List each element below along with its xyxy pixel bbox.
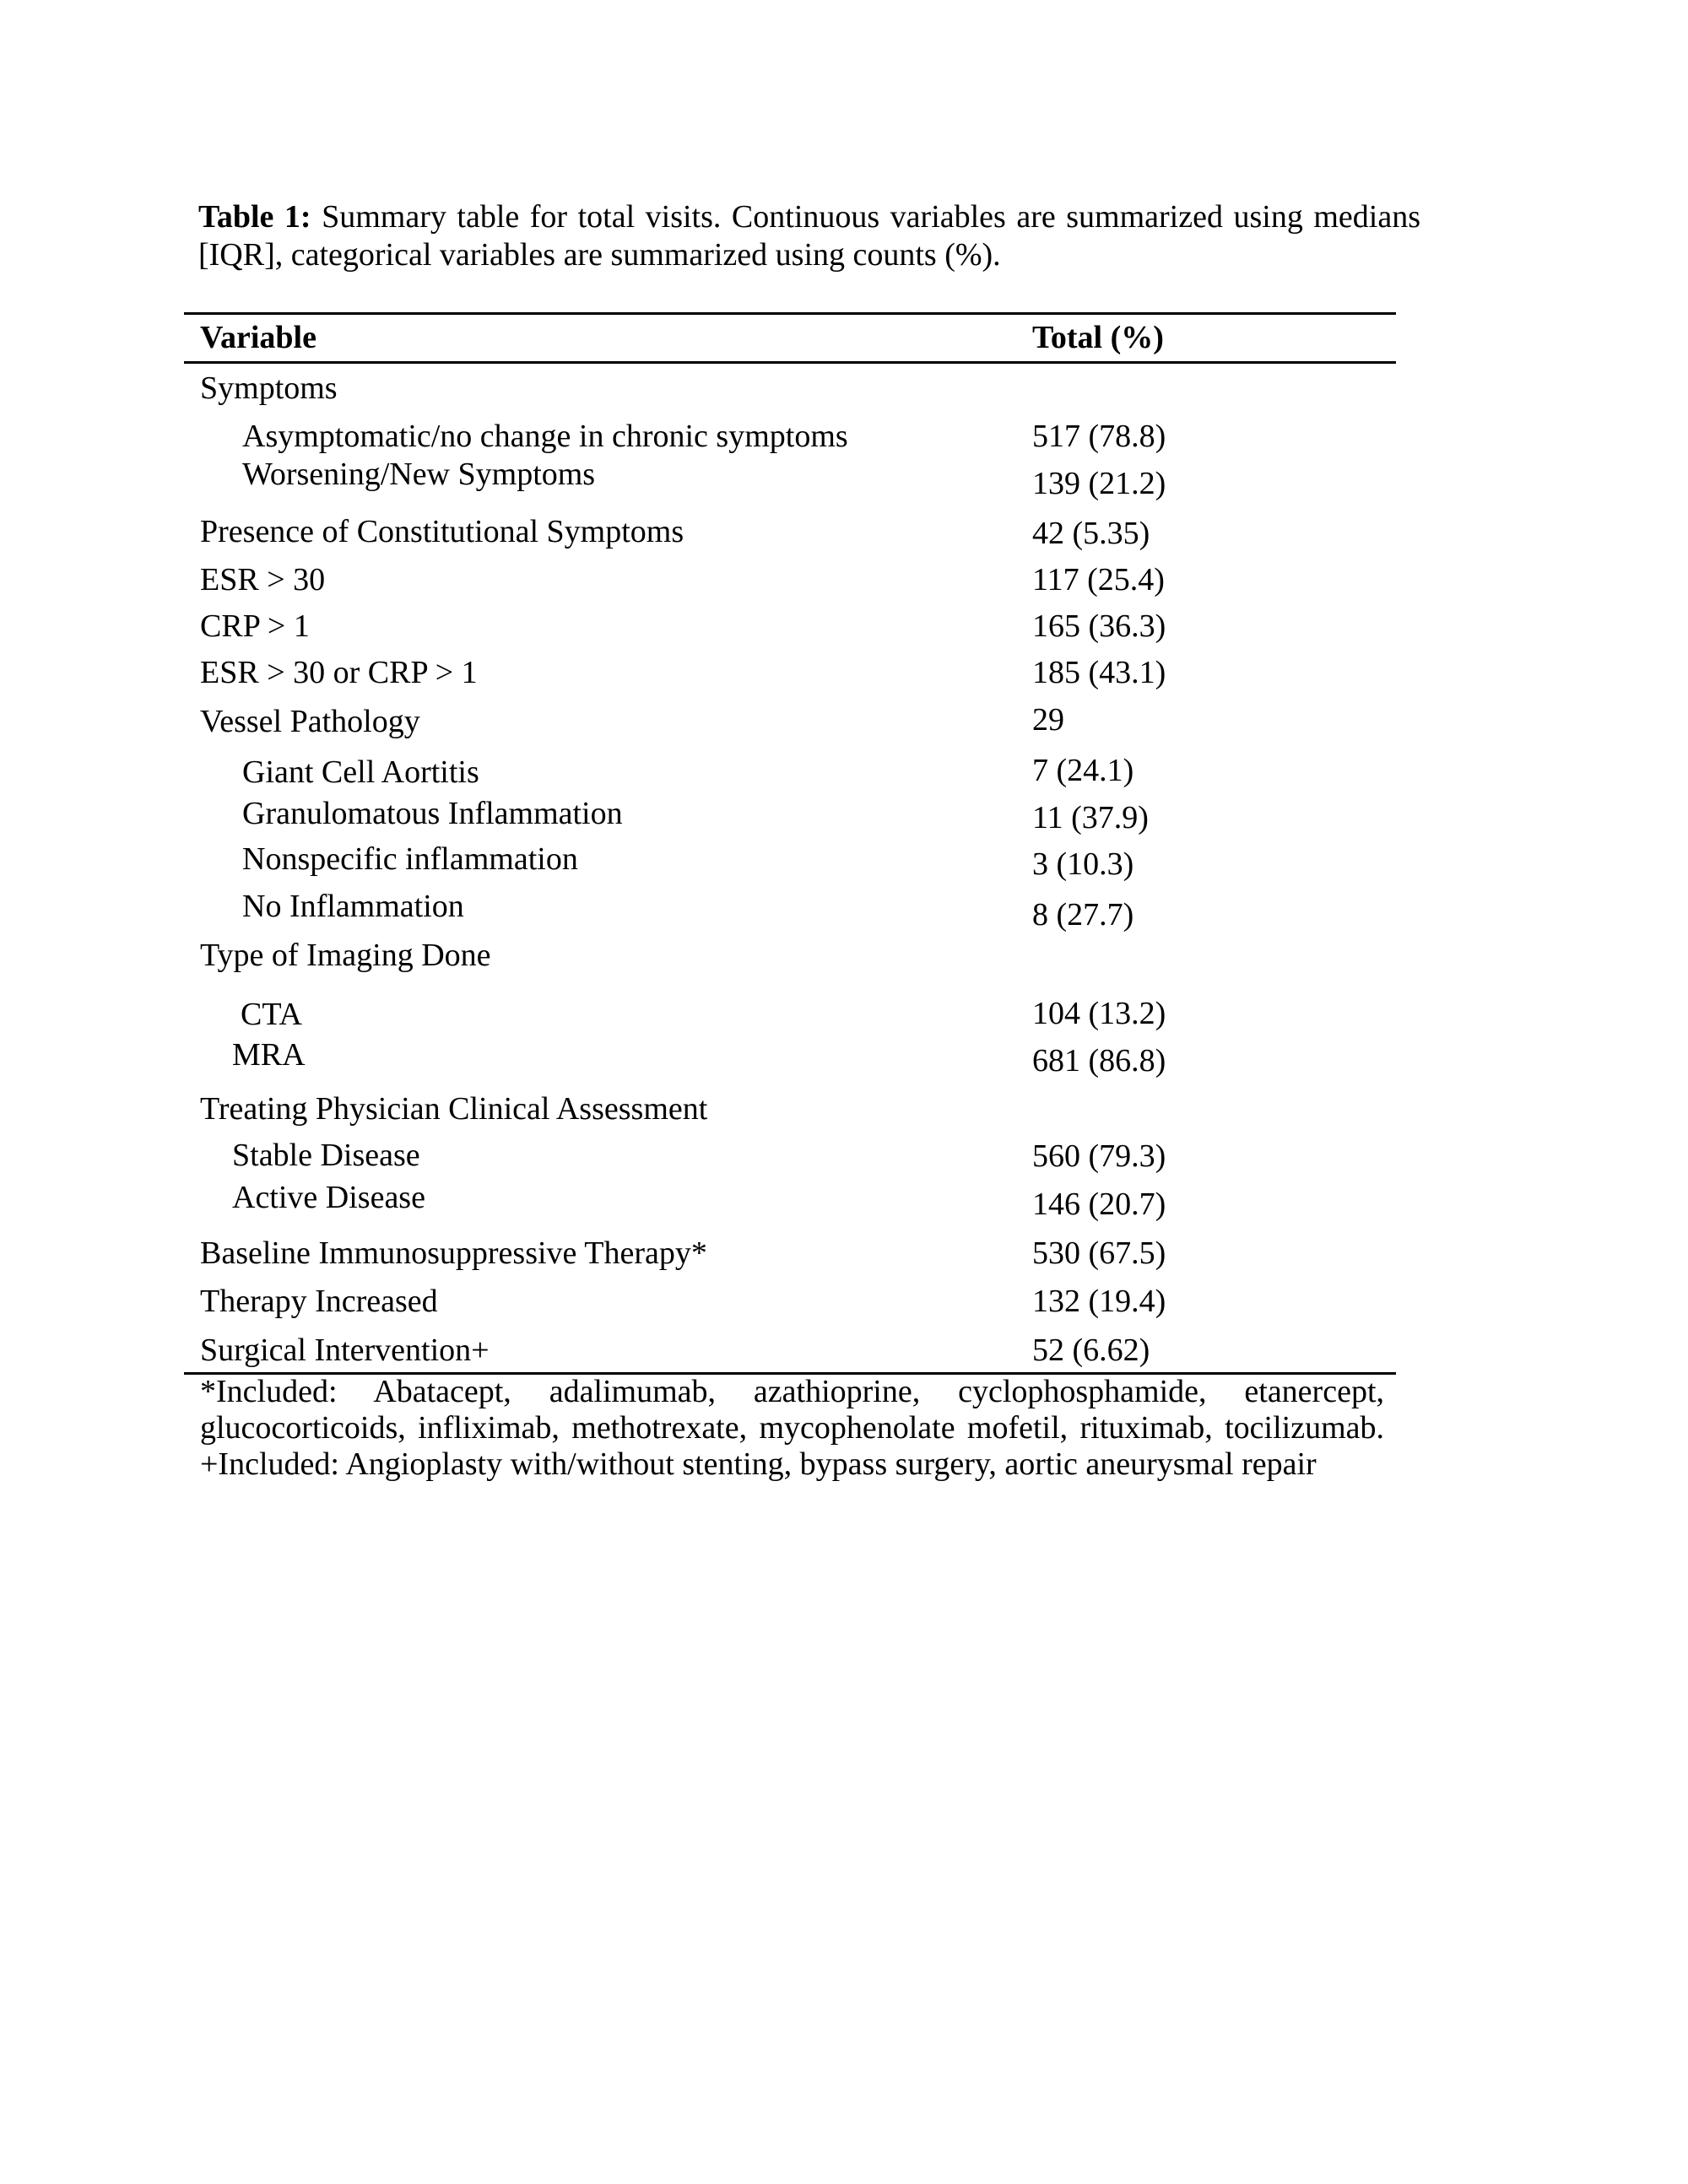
- row-label: Presence of Constitutional Symptoms: [200, 514, 684, 549]
- row-value: 146 (20.7): [1032, 1187, 1166, 1222]
- row-value: 165 (36.3): [1032, 608, 1166, 644]
- row-label: CRP > 1: [200, 608, 310, 644]
- row-value: 185 (43.1): [1032, 655, 1166, 690]
- caption-text: Summary table for total visits. Continuous variables are summarized using medians [IQR], categorical variables are summarized using counts (%).: [198, 199, 1420, 273]
- row-value: 52 (6.62): [1032, 1333, 1150, 1368]
- table-caption: [198, 198, 1420, 274]
- row-label: No Inflammation: [242, 889, 464, 924]
- row-label: MRA: [232, 1037, 306, 1073]
- row-label: Nonspecific inflammation: [242, 841, 578, 877]
- row-label: Baseline Immunosuppressive Therapy*: [200, 1235, 707, 1271]
- row-value: 517 (78.8): [1032, 419, 1166, 454]
- row-label: CTA: [241, 997, 302, 1032]
- row-label: Vessel Pathology: [200, 704, 420, 739]
- row-value: 3 (10.3): [1032, 846, 1134, 882]
- row-value: 11 (37.9): [1032, 800, 1149, 835]
- row-label: Worsening/New Symptoms: [242, 457, 596, 492]
- row-label: Therapy Increased: [200, 1284, 438, 1319]
- row-label: Asymptomatic/no change in chronic symptoms: [242, 419, 848, 454]
- row-value: 132 (19.4): [1032, 1284, 1166, 1319]
- row-value: 117 (25.4): [1032, 562, 1165, 597]
- row-label: Giant Cell Aortitis: [242, 754, 479, 790]
- table-footnote: *Included: Abatacept, adalimumab, azathioprine, cyclophosphamide, etanercept, glucocorticoids, infliximab, methotrexate, mycophenolate mofetil, rituximab, tocilizumab. +Included: Angioplasty with/without stenting, bypass surgery, aortic aneurysmal repair: [200, 1374, 1384, 1482]
- row-value: 7 (24.1): [1032, 753, 1134, 788]
- row-value: 530 (67.5): [1032, 1235, 1166, 1271]
- row-label: Surgical Intervention+: [200, 1333, 490, 1368]
- header-variable: Variable: [200, 320, 316, 355]
- row-label: Symptoms: [200, 370, 338, 406]
- row-value: 42 (5.35): [1032, 516, 1150, 551]
- row-label: Type of Imaging Done: [200, 938, 491, 973]
- row-value: 8 (27.7): [1032, 897, 1134, 933]
- row-label: Treating Physician Clinical Assessment: [200, 1091, 708, 1127]
- row-value: 104 (13.2): [1032, 996, 1166, 1031]
- header-total: Total (%): [1032, 320, 1164, 355]
- caption-label: Table 1:: [198, 199, 311, 235]
- row-value: 681 (86.8): [1032, 1043, 1166, 1078]
- row-label: Active Disease: [232, 1180, 425, 1215]
- row-label: ESR > 30 or CRP > 1: [200, 655, 478, 690]
- table-header-rule: [184, 361, 1396, 364]
- table-top-rule: [184, 312, 1396, 315]
- row-label: Granulomatous Inflammation: [242, 796, 623, 831]
- row-label: ESR > 30: [200, 562, 326, 597]
- row-value: 139 (21.2): [1032, 466, 1166, 501]
- row-value: 29: [1032, 702, 1064, 738]
- row-value: 560 (79.3): [1032, 1138, 1166, 1174]
- row-label: Stable Disease: [232, 1138, 420, 1173]
